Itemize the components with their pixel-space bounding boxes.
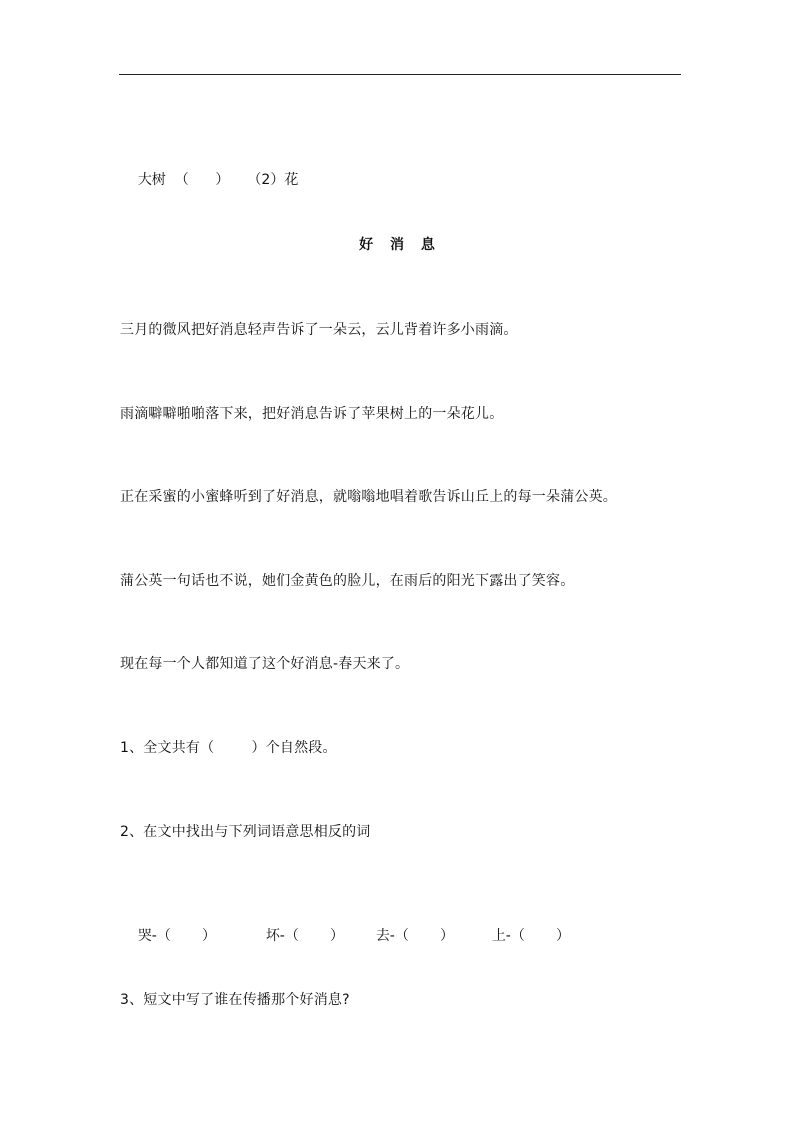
exercise-fragment-part-b: （2）花: [247, 172, 299, 188]
header-rule: [119, 74, 681, 75]
antonym-item: 坏-（ ）: [265, 928, 345, 944]
exercise-fragment-part-a: 大树 （ ）: [137, 172, 230, 188]
paragraph-3: 正在采蜜的小蜜蜂听到了好消息，就嗡嗡地唱着歌告诉山丘上的每一朵蒲公英。: [120, 489, 617, 505]
antonym-item: 去-（ ）: [375, 928, 455, 944]
paragraph-1: 三月的微风把好消息轻声告诉了一朵云，云儿背着许多小雨滴。: [120, 322, 518, 338]
antonym-item: 哭-（ ）: [137, 928, 217, 944]
question-3: 3、短文中写了谁在传播那个好消息?: [120, 992, 350, 1008]
paragraph-4: 蒲公英一句话也不说，她们金黄色的脸儿，在雨后的阳光下露出了笑容。: [120, 573, 575, 589]
paragraph-5: 现在每一个人都知道了这个好消息-春天来了。: [120, 656, 410, 672]
article-title: 好 消 息: [359, 237, 441, 253]
question-2: 2、在文中找出与下列词语意思相反的词: [120, 824, 371, 840]
question-1: 1、全文共有（ ）个自然段。: [120, 740, 337, 756]
exercise-fragment-line: [120, 150, 298, 210]
antonym-row: [120, 906, 570, 966]
paragraph-2: 雨滴噼噼啪啪落下来，把好消息告诉了苹果树上的一朵花儿。: [120, 406, 504, 422]
antonym-item: 上-（ ）: [491, 928, 571, 944]
